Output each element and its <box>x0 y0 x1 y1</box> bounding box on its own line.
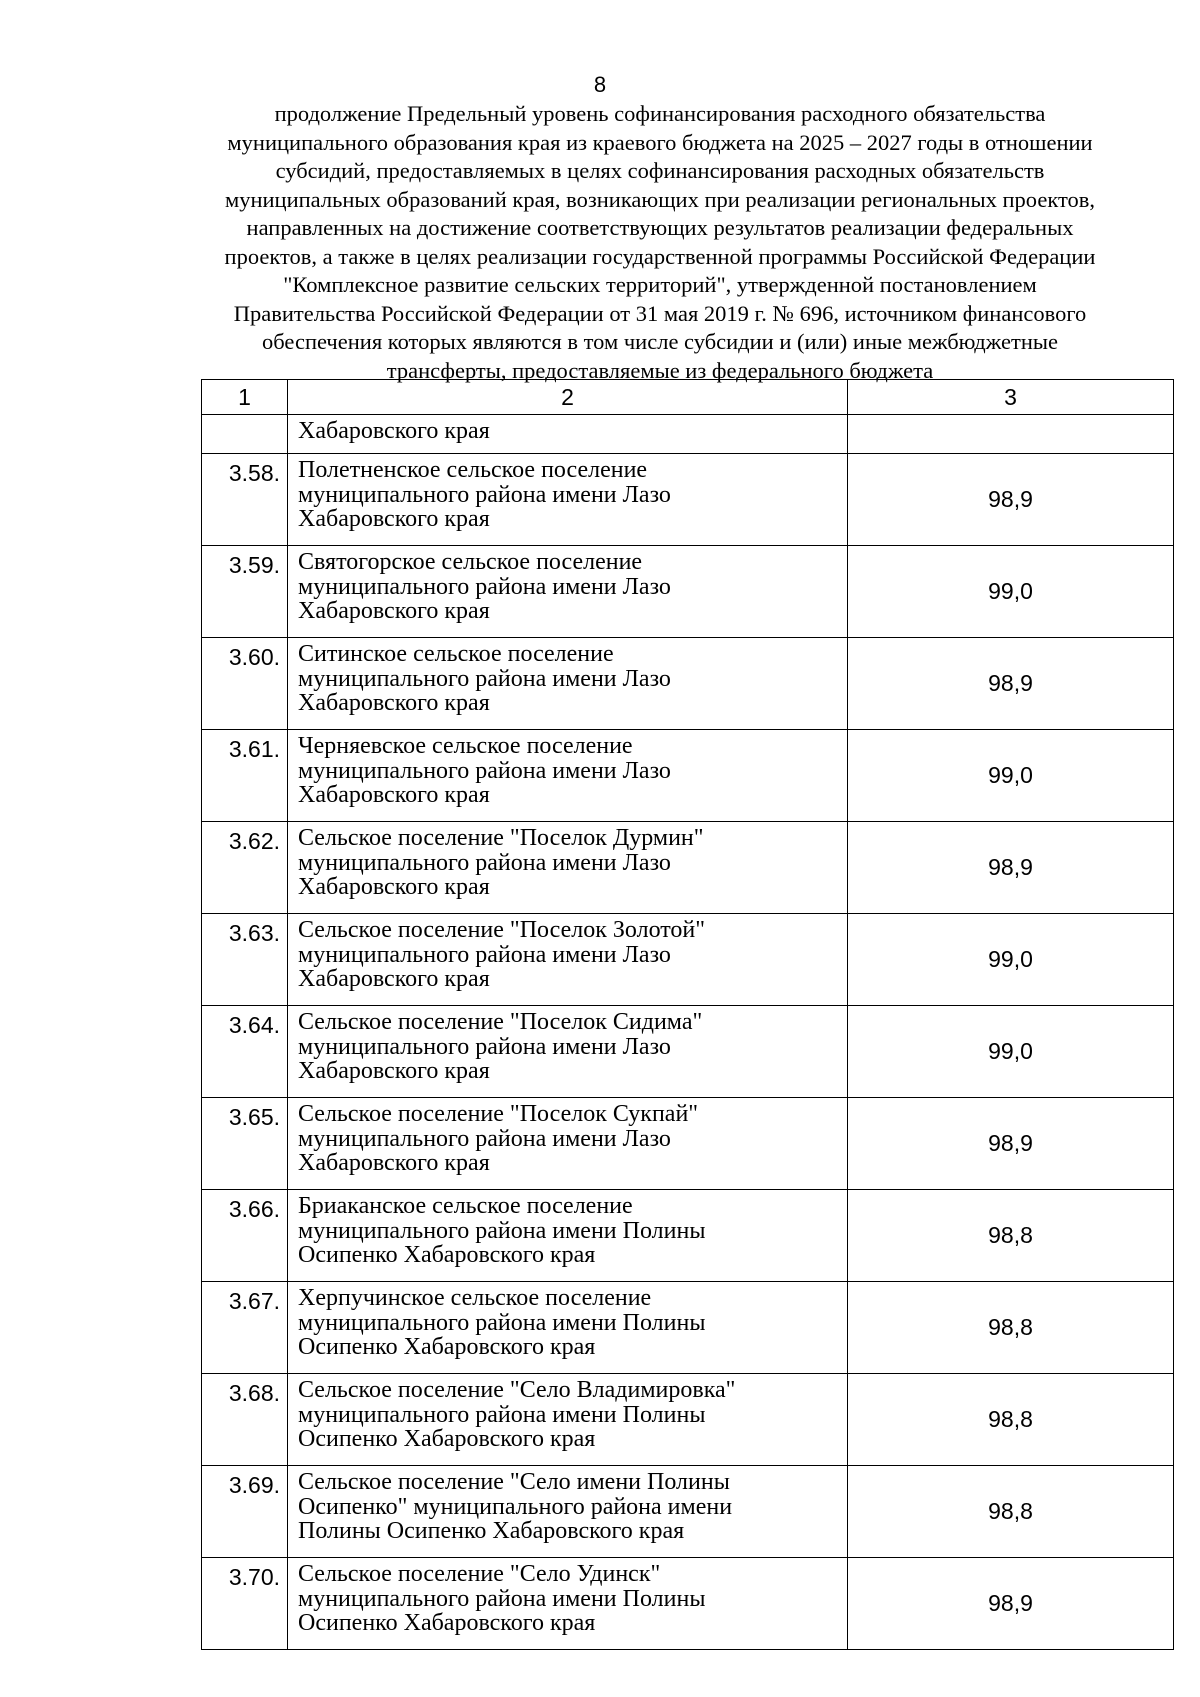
column-header: 1 <box>202 380 288 415</box>
title-line: Правительства Российской Федерации от 31 мая 2019 г. № 696, источником финансового <box>233 300 1087 326</box>
table-row <box>202 1466 1174 1558</box>
municipality-name-line: Полины Осипенко Хабаровского края <box>298 1518 685 1544</box>
municipality-name-line: муниципального района имени Лазо <box>298 941 671 968</box>
cofinancing-level: 99,0 <box>848 1006 1174 1098</box>
row-number: 3.60. <box>202 638 288 730</box>
table-row <box>202 1282 1174 1374</box>
municipality-name-line: Осипенко Хабаровского края <box>298 1242 596 1268</box>
municipality-name-line: муниципального района имени Полины <box>298 1401 706 1428</box>
cofinancing-level <box>848 415 1174 454</box>
cofinancing-level: 98,9 <box>848 638 1174 730</box>
municipality-name <box>288 1466 848 1558</box>
municipality-name <box>288 638 848 730</box>
municipality-name-line: Осипенко Хабаровского края <box>298 1610 596 1636</box>
municipality-name-line: Сельское поселение "Поселок Золотой" <box>298 917 706 943</box>
municipality-name <box>288 822 848 914</box>
municipality-name-line: Хабаровского края <box>298 690 490 716</box>
title-line: муниципальных образований края, возникающих при реализации региональных проектов, <box>224 186 1095 212</box>
column-header: 2 <box>288 380 848 415</box>
municipality-name-line: Хабаровского края <box>298 506 490 532</box>
row-number: 3.64. <box>202 1006 288 1098</box>
cofinancing-level: 98,8 <box>848 1190 1174 1282</box>
municipality-name <box>288 454 848 546</box>
row-number: 3.65. <box>202 1098 288 1190</box>
table-row <box>202 1558 1174 1650</box>
document-title <box>190 100 1130 385</box>
table-row <box>202 914 1174 1006</box>
table-row <box>202 822 1174 914</box>
municipality-name: Хабаровского края <box>288 415 848 454</box>
municipality-name-line: муниципального района имени Лазо <box>298 481 671 508</box>
municipality-name-line: Хабаровского края <box>298 782 490 808</box>
municipality-name-line: Осипенко Хабаровского края <box>298 1334 596 1360</box>
title-line: "Комплексное развитие сельских территорий", утвержденной постановлением <box>283 272 1037 297</box>
municipality-name-line: Сельское поселение "Село Владимировка" <box>298 1377 736 1403</box>
row-number: 3.69. <box>202 1466 288 1558</box>
cofinancing-level: 99,0 <box>848 546 1174 638</box>
continuation-row <box>202 415 1174 454</box>
row-number: 3.66. <box>202 1190 288 1282</box>
municipality-name-line: Осипенко" муниципального района имени <box>298 1493 733 1520</box>
title-line: обеспечения которых являются в том числе субсидии и (или) иные межбюджетные <box>262 329 1058 354</box>
municipality-name-line: Хабаровского края <box>298 598 490 624</box>
row-number: 3.67. <box>202 1282 288 1374</box>
row-number: 3.61. <box>202 730 288 822</box>
cofinancing-level: 98,8 <box>848 1282 1174 1374</box>
municipality-name-line: Хабаровского края <box>298 874 490 900</box>
cofinancing-level: 98,8 <box>848 1374 1174 1466</box>
municipality-name-line: Бриаканское сельское поселение <box>298 1193 633 1219</box>
title-line: муниципального образования края из краевого бюджета на 2025 – 2027 годы в отношении <box>227 129 1093 155</box>
page-number: 8 <box>593 72 607 97</box>
municipality-name <box>288 546 848 638</box>
municipality-name-line: муниципального района имени Лазо <box>298 849 671 876</box>
cofinancing-level: 98,8 <box>848 1466 1174 1558</box>
municipality-name-line: Сельское поселение "Село Удинск" <box>298 1561 661 1587</box>
municipality-name-line: Сельское поселение "Поселок Дурмин" <box>298 825 704 851</box>
municipality-name <box>288 730 848 822</box>
municipality-name-line: Хабаровского края <box>298 1150 490 1176</box>
municipality-name <box>288 1282 848 1374</box>
cofinancing-level: 99,0 <box>848 730 1174 822</box>
municipality-name-line: Сельское поселение "Село имени Полины <box>298 1469 730 1495</box>
row-number: 3.62. <box>202 822 288 914</box>
municipality-name-line: Сельское поселение "Поселок Сидима" <box>298 1009 703 1035</box>
municipality-name <box>288 914 848 1006</box>
municipality-name-line: муниципального района имени Лазо <box>298 665 671 692</box>
municipality-name-line: муниципального района имени Лазо <box>298 1033 671 1060</box>
title-line: направленных на достижение соответствующих результатов реализации федеральных <box>246 215 1074 240</box>
municipality-name-line: Ситинское сельское поселение <box>298 641 614 667</box>
cofinancing-level: 98,9 <box>848 454 1174 546</box>
column-header: 3 <box>848 380 1174 415</box>
title-line: трансферты, предоставляемые из федерального бюджета <box>386 357 934 383</box>
municipality-name-line: Хабаровского края <box>298 1058 490 1084</box>
municipality-name-line: муниципального района имени Лазо <box>298 573 671 600</box>
row-number <box>202 415 288 454</box>
table-body <box>202 380 1174 1650</box>
municipality-name-line: Черняевское сельское поселение <box>298 733 633 759</box>
cofinancing-level: 98,9 <box>848 1558 1174 1650</box>
table-row <box>202 1006 1174 1098</box>
municipality-name-line: муниципального района имени Полины <box>298 1309 706 1336</box>
title-line: субсидий, предоставляемых в целях софинансирования расходных обязательств <box>275 158 1045 183</box>
row-number: 3.58. <box>202 454 288 546</box>
table-row <box>202 1190 1174 1282</box>
municipality-name <box>288 1374 848 1466</box>
cofinancing-level: 98,9 <box>848 822 1174 914</box>
row-number: 3.59. <box>202 546 288 638</box>
table-row <box>202 454 1174 546</box>
municipality-name <box>288 1190 848 1282</box>
row-number: 3.70. <box>202 1558 288 1650</box>
municipality-name-line: муниципального района имени Полины <box>298 1217 706 1244</box>
row-number: 3.63. <box>202 914 288 1006</box>
municipality-name-line: Святогорское сельское поселение <box>298 549 643 575</box>
table-row <box>202 1374 1174 1466</box>
municipality-name-line: муниципального района имени Лазо <box>298 1125 671 1152</box>
title-line: продолжение Предельный уровень софинансирования расходного обязательства <box>274 101 1046 126</box>
table-row <box>202 1098 1174 1190</box>
municipality-name-line: Сельское поселение "Поселок Сукпай" <box>298 1101 699 1127</box>
municipality-name-line: Полетненское сельское поселение <box>298 457 648 483</box>
row-number: 3.68. <box>202 1374 288 1466</box>
subsidy-table <box>201 379 1174 1650</box>
table-row <box>202 546 1174 638</box>
municipality-name <box>288 1006 848 1098</box>
cofinancing-level: 98,9 <box>848 1098 1174 1190</box>
municipality-name-line: Осипенко Хабаровского края <box>298 1426 596 1452</box>
table-header-row <box>202 380 1174 415</box>
municipality-name-line: Хабаровского края <box>298 966 490 992</box>
municipality-name <box>288 1558 848 1650</box>
title-line: проектов, а также в целях реализации государственной программы Российской Федерации <box>224 243 1096 269</box>
table-row <box>202 730 1174 822</box>
municipality-name-line: муниципального района имени Полины <box>298 1585 706 1612</box>
municipality-name-line: Херпучинское сельское поселение <box>298 1285 652 1311</box>
municipality-name <box>288 1098 848 1190</box>
municipality-name-line: муниципального района имени Лазо <box>298 757 671 784</box>
cofinancing-level: 99,0 <box>848 914 1174 1006</box>
table-row <box>202 638 1174 730</box>
